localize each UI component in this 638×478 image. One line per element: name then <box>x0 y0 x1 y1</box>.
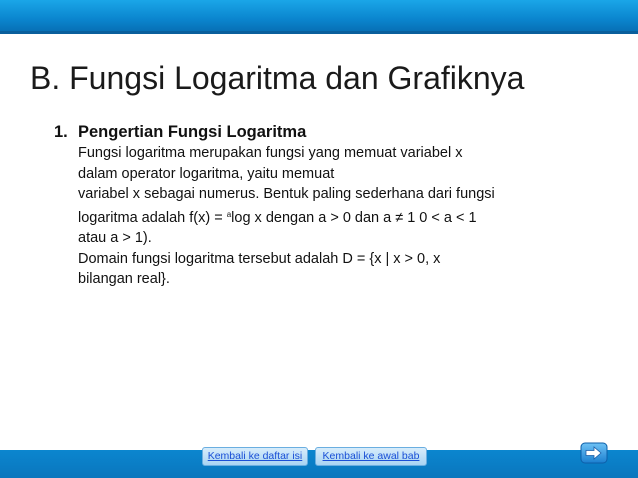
back-to-toc-button[interactable]: Kembali ke daftar isi <box>202 447 308 466</box>
body-line: bilangan real}. <box>78 271 170 287</box>
body-line: variabel x sebagai numerus. Bentuk paling sederhana dari fungsi <box>78 186 495 202</box>
item-heading: Pengertian Fungsi Logaritma <box>78 123 307 141</box>
formula-line <box>78 205 574 229</box>
log-base-superscript: a <box>226 209 232 219</box>
list-item-header <box>54 121 574 143</box>
top-banner <box>0 0 638 34</box>
body-line: atau a > 1). <box>78 230 152 246</box>
item-body <box>78 143 574 290</box>
body-line: dalam operator logaritma, yaitu memuat <box>78 165 335 182</box>
body-line: Fungsi logaritma merupakan fungsi yang memuat variabel x <box>78 145 463 161</box>
back-to-chapter-start-button[interactable]: Kembali ke awal bab <box>315 447 427 466</box>
arrow-right-icon <box>580 442 608 464</box>
formula-suffix: log x dengan a > 0 dan a ≠ 1 0 < a < 1 <box>231 209 477 226</box>
formula-prefix: logaritma adalah f(x) = <box>78 209 227 226</box>
item-number: 1. <box>54 123 68 141</box>
slide-content <box>54 121 574 290</box>
body-line: Domain fungsi logaritma tersebut adalah D = {x | x > 0, x <box>78 250 441 267</box>
slide-title: B. Fungsi Logaritma dan Grafiknya <box>30 60 525 96</box>
next-slide-button[interactable] <box>580 442 608 464</box>
